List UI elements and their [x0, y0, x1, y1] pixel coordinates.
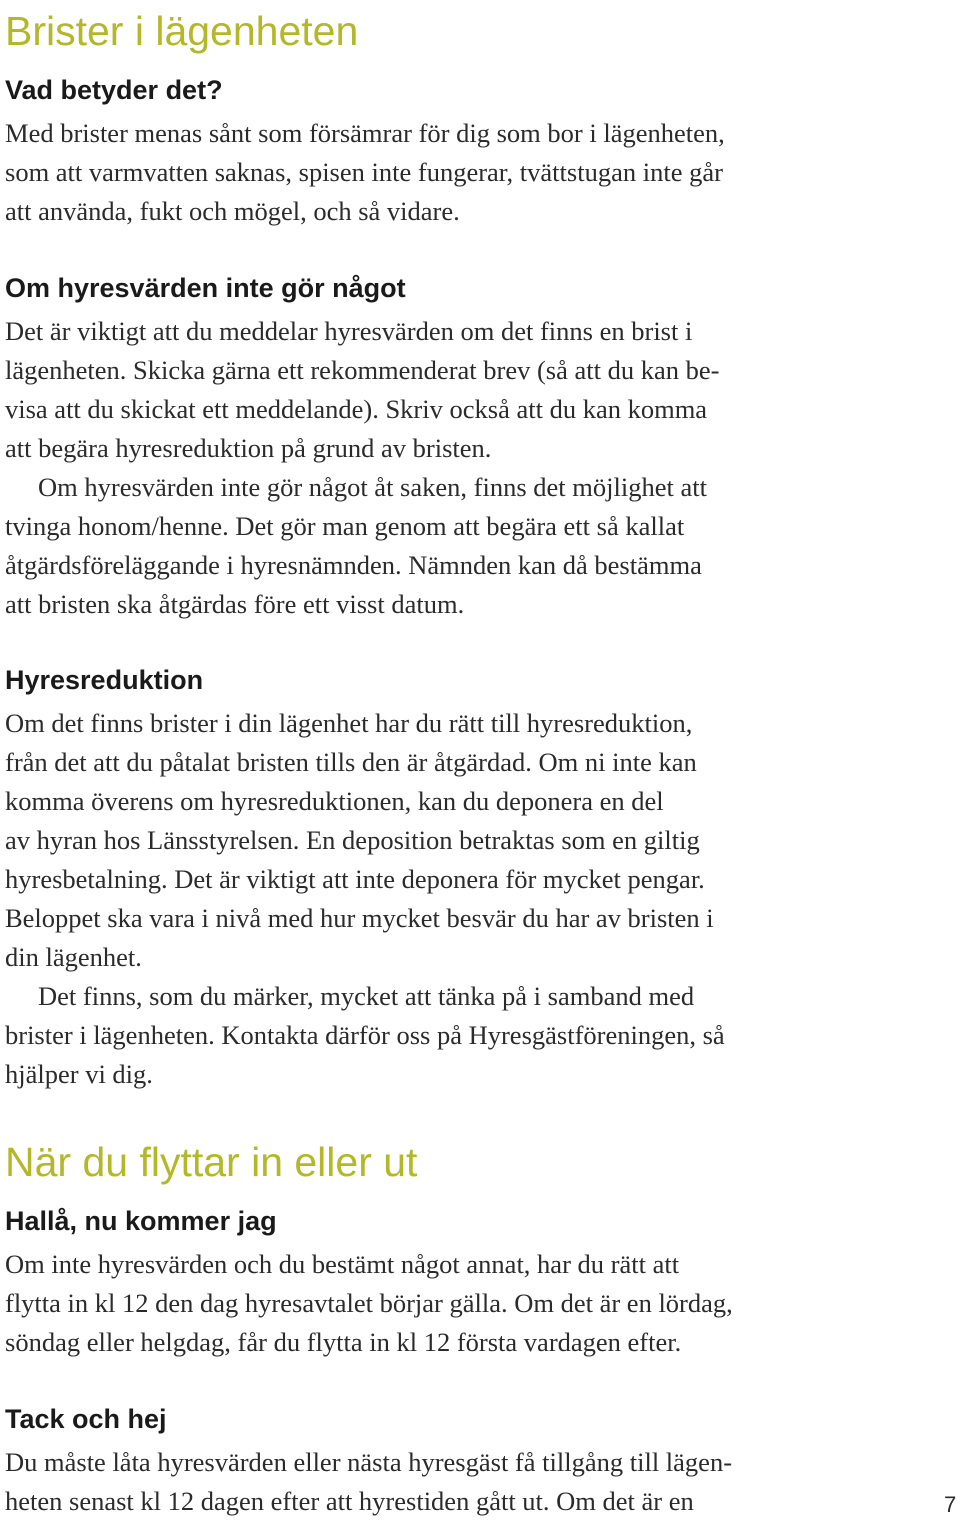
paragraph-line: Om inte hyresvärden och du bestämt något annat, har du rätt att: [5, 1249, 680, 1279]
heading-vad-betyder: Vad betyder det?: [5, 75, 223, 105]
paragraph-line: brister i lägenheten. Kontakta därför oss på Hyresgästföreningen, så: [5, 1020, 725, 1050]
paragraph-line: Om det finns brister i din lägenhet har du rätt till hyresreduktion,: [5, 708, 693, 738]
paragraph-line: hyresbetalning. Det är viktigt att inte deponera för mycket pengar.: [5, 864, 705, 894]
paragraph-line: Du måste låta hyresvärden eller nästa hyresgäst få tillgång till lägen-: [5, 1447, 733, 1477]
paragraph-line: Det är viktigt att du meddelar hyresvärden om det finns en brist i: [5, 316, 693, 346]
paragraph-line: flytta in kl 12 den dag hyresavtalet börjar gälla. Om det är en lördag,: [5, 1288, 733, 1318]
heading-tack-och-hej: Tack och hej: [5, 1404, 167, 1434]
paragraph-line: att begära hyresreduktion på grund av bristen.: [5, 433, 492, 463]
paragraph-line: som att varmvatten saknas, spisen inte fungerar, tvättstugan inte går: [5, 157, 723, 187]
paragraph-line: Med brister menas sånt som försämrar för dig som bor i lägenheten,: [5, 118, 725, 148]
paragraph-line: av hyran hos Länsstyrelsen. En deposition betraktas som en giltig: [5, 825, 700, 855]
paragraph-line: komma överens om hyresreduktionen, kan du deponera en del: [5, 786, 664, 816]
page-number: 7: [944, 1492, 957, 1517]
heading-hyresreduktion: Hyresreduktion: [5, 665, 204, 695]
paragraph-line: Beloppet ska vara i nivå med hur mycket besvär du har av bristen i: [5, 903, 714, 933]
section-title-brister: Brister i lägenheten: [5, 8, 359, 54]
paragraph-line: Om hyresvärden inte gör något åt saken, finns det möjlighet att: [38, 472, 707, 502]
paragraph-line: från det att du påtalat bristen tills den är åtgärdad. Om ni inte kan: [5, 747, 697, 777]
paragraph-line: Det finns, som du märker, mycket att tänka på i samband med: [38, 981, 695, 1011]
paragraph-line: att bristen ska åtgärdas före ett visst datum.: [5, 589, 465, 619]
paragraph-line: söndag eller helgdag, får du flytta in kl 12 första vardagen efter.: [5, 1327, 682, 1357]
paragraph-line: lägenheten. Skicka gärna ett rekommenderat brev (så att du kan be-: [5, 355, 720, 385]
paragraph-line: tvinga honom/henne. Det gör man genom att begära ett så kallat: [5, 511, 685, 541]
paragraph-line: visa att du skickat ett meddelande). Skriv också att du kan komma: [5, 394, 708, 424]
paragraph-line: att använda, fukt och mögel, och så vidare.: [5, 196, 460, 226]
heading-halla: Hallå, nu kommer jag: [5, 1206, 277, 1236]
paragraph-line: åtgärdsföreläggande i hyresnämnden. Nämnden kan då bestämma: [5, 550, 702, 580]
section-title-flyttar: När du flyttar in eller ut: [5, 1139, 418, 1185]
paragraph-line: din lägenhet.: [5, 942, 142, 972]
heading-om-hyresvarden: Om hyresvärden inte gör något: [5, 273, 406, 303]
paragraph-line: hjälper vi dig.: [5, 1059, 153, 1089]
paragraph-line: heten senast kl 12 dagen efter att hyrestiden gått ut. Om det är en: [5, 1486, 694, 1516]
